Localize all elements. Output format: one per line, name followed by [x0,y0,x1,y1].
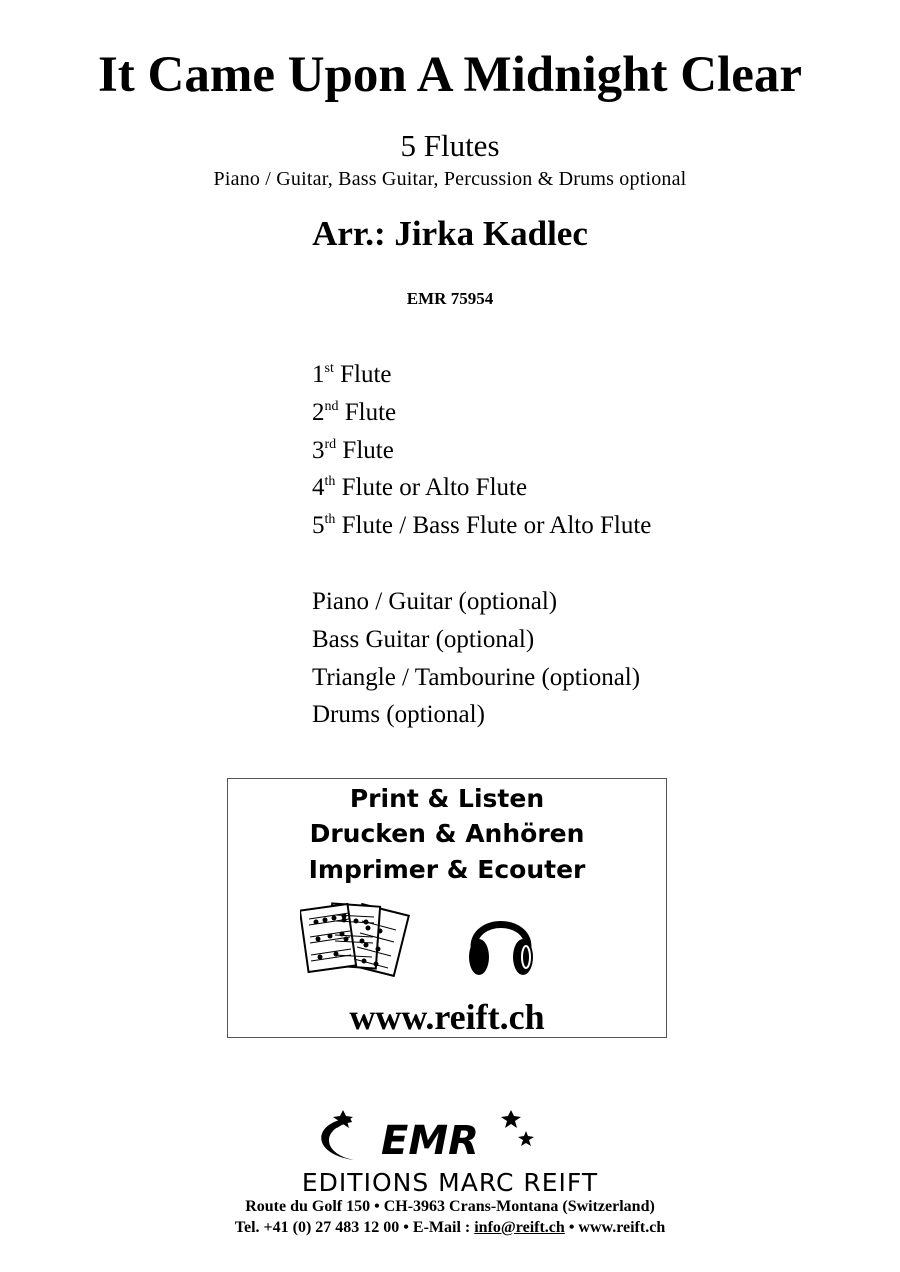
optional-instruments: Piano / Guitar, Bass Guitar, Percussion & Drums optional [213,168,687,190]
promo-line-french: Imprimer & Ecouter [308,855,586,884]
part-item: 4th Flute or Alto Flute [312,474,528,502]
publisher-address: Route du Golf 150 • CH-3963 Crans-Montana (Switzerland) [245,1198,655,1215]
optional-part-item: Bass Guitar (optional) [312,625,535,653]
emr-logo-text: EMR [381,1118,479,1164]
parts-list [312,356,651,734]
catalog-number: EMR 75954 [406,289,494,308]
part-item: 5th Flute / Bass Flute or Alto Flute [312,512,652,540]
promo-line-german: Drucken & Anhören [309,819,585,848]
part-item: 3rd Flute [312,436,394,464]
emr-logo [312,1110,548,1166]
optional-part-item: Drums (optional) [312,701,485,729]
arranger: Arr.: Jirka Kadlec [312,214,588,253]
website-text[interactable]: • www.reift.ch [564,1219,666,1236]
print-listen-box [227,778,667,1038]
email-link[interactable]: info@reift.ch [474,1219,565,1236]
part-item: 2nd Flute [312,398,397,426]
page-title: It Came Upon A Midnight Clear [97,47,803,103]
sheet-music-icon [300,901,412,981]
headphones-icon [466,903,536,979]
part-item: 1st Flute [312,361,392,388]
publisher-name: EDITIONS MARC REIFT [301,1168,599,1197]
instrumentation: 5 Flutes [400,128,500,163]
optional-part-item: Piano / Guitar (optional) [312,587,558,615]
promo-line-english: Print & Listen [349,784,545,813]
publisher-contact: Tel. +41 (0) 27 483 12 00 • E-Mail : info@reift.ch • www.reift.ch [234,1219,666,1236]
optional-part-item: Triangle / Tambourine (optional) [312,663,641,691]
promo-url[interactable]: www.reift.ch [349,997,545,1037]
